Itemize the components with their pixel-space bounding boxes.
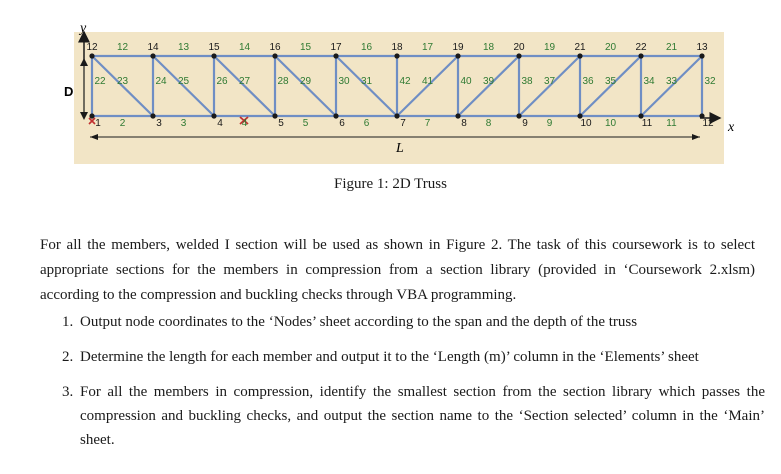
member-number-label: 26 — [216, 76, 228, 87]
top-number-label: 18 — [482, 42, 495, 53]
top-number-label: 20 — [513, 42, 525, 53]
bottom-number-label: 3 — [180, 118, 187, 129]
member-number-label: 24 — [155, 76, 167, 87]
member-number-label: 28 — [277, 76, 289, 87]
bottom-number-label: 1 — [95, 118, 101, 129]
task-text: Output node coordinates to the ‘Nodes’ sheet according to the span and the depth of the truss — [80, 314, 638, 330]
truss-figure — [0, 0, 781, 172]
top-number-label: 16 — [269, 42, 281, 53]
truss-node-bottom — [89, 113, 94, 118]
truss-node-top — [333, 53, 338, 58]
truss-node-bottom — [211, 113, 216, 118]
truss-node-top — [211, 53, 216, 58]
member-number-label: 35 — [604, 76, 617, 87]
truss-node-bottom — [516, 113, 521, 118]
bottom-number-label: 4 — [241, 118, 248, 129]
member-number-label: 42 — [399, 76, 411, 87]
top-number-label: 13 — [177, 42, 190, 53]
member-number-label: 41 — [421, 76, 434, 87]
top-number-label: 12 — [86, 42, 98, 53]
bottom-number-label: 10 — [604, 118, 617, 129]
top-number-label: 16 — [360, 42, 373, 53]
depth-label: D — [64, 84, 74, 99]
truss-node-top — [516, 53, 521, 58]
member-number-label: 22 — [94, 76, 106, 87]
bottom-number-label: 11 — [641, 118, 653, 129]
member-number-label: 34 — [643, 76, 655, 87]
top-number-label: 15 — [208, 42, 220, 53]
task-list — [40, 310, 765, 463]
top-number-label: 20 — [604, 42, 617, 53]
task-item — [40, 310, 765, 334]
bottom-number-label: 5 — [278, 118, 284, 129]
truss-node-top — [272, 53, 277, 58]
top-number-label: 19 — [543, 42, 556, 53]
truss-node-bottom — [333, 113, 338, 118]
figure-caption: Figure 1: 2D Truss — [334, 176, 447, 192]
bottom-number-label: 7 — [400, 118, 406, 129]
truss-node-bottom — [272, 113, 277, 118]
member-number-label: 39 — [482, 76, 495, 87]
top-number-label: 19 — [452, 42, 464, 53]
top-number-label: 17 — [421, 42, 434, 53]
bottom-number-label: 10 — [580, 118, 592, 129]
intro-paragraph: For all the members, welded I section will be used as shown in Figure 2. The task of this coursework is to select appropriate sections for the members in compression from a section library (provided in ‘Coursework 2.xlsm) according to the compression and buckling checks through VBA programming. — [40, 237, 755, 303]
bottom-number-label: 5 — [302, 118, 309, 129]
task-number: 3. — [62, 384, 74, 400]
top-number-label: 15 — [299, 42, 312, 53]
truss-node-top — [89, 53, 94, 58]
top-number-label: 12 — [116, 42, 129, 53]
member-number-label: 36 — [582, 76, 594, 87]
bottom-number-label: 11 — [666, 118, 677, 129]
member-number-label: 32 — [704, 76, 716, 87]
bottom-number-label: 2 — [119, 118, 126, 129]
bottom-number-label: 4 — [217, 118, 223, 129]
truss-node-top — [150, 53, 155, 58]
task-item — [40, 380, 765, 452]
task-number: 1. — [62, 314, 74, 330]
top-number-label: 17 — [330, 42, 342, 53]
member-number-label: 27 — [238, 76, 251, 87]
span-label: L — [396, 141, 404, 156]
task-item — [40, 345, 765, 369]
truss-node-top — [699, 53, 704, 58]
task-text: For all the members in compression, identify the smallest section from the section library which passes the compression and buckling checks, and output the section name to the ‘Section selected’ column in the ‘Main’ sheet. — [80, 384, 765, 448]
member-number-label: 29 — [299, 76, 312, 87]
bottom-number-label: 9 — [546, 118, 553, 129]
top-number-label: 14 — [147, 42, 159, 53]
top-number-label: 21 — [574, 42, 586, 53]
top-number-label: 13 — [696, 42, 708, 53]
member-number-label: 40 — [460, 76, 472, 87]
truss-node-bottom — [455, 113, 460, 118]
member-number-label: 31 — [360, 76, 373, 87]
truss-node-top — [638, 53, 643, 58]
member-number-label: 30 — [338, 76, 350, 87]
member-number-label: 38 — [521, 76, 533, 87]
bottom-number-label: 7 — [424, 118, 431, 129]
y-axis-label: y — [80, 21, 87, 36]
truss-node-top — [394, 53, 399, 58]
truss-node-bottom — [150, 113, 155, 118]
bottom-number-label: 3 — [156, 118, 162, 129]
member-number-label: 25 — [177, 76, 190, 87]
truss-node-bottom — [394, 113, 399, 118]
member-number-label: 23 — [116, 76, 129, 87]
top-number-label: 21 — [665, 42, 678, 53]
bottom-number-label: 8 — [485, 118, 492, 129]
task-text: Determine the length for each member and output it to the ‘Length (m)’ column in the ‘Elements’ sheet — [80, 349, 699, 365]
bottom-number-label: 9 — [522, 118, 528, 129]
member-number-label: 37 — [543, 76, 556, 87]
top-number-label: 14 — [238, 42, 251, 53]
top-number-label: 18 — [391, 42, 403, 53]
top-number-label: 22 — [635, 42, 647, 53]
task-number: 2. — [62, 349, 74, 365]
member-number-label: 33 — [665, 76, 678, 87]
truss-node-top — [577, 53, 582, 58]
x-axis-label: x — [728, 120, 735, 135]
bottom-number-label: 6 — [339, 118, 345, 129]
bottom-number-label: 12 — [702, 118, 714, 129]
bottom-number-label: 8 — [461, 118, 467, 129]
truss-node-top — [455, 53, 460, 58]
bottom-number-label: 6 — [363, 118, 370, 129]
